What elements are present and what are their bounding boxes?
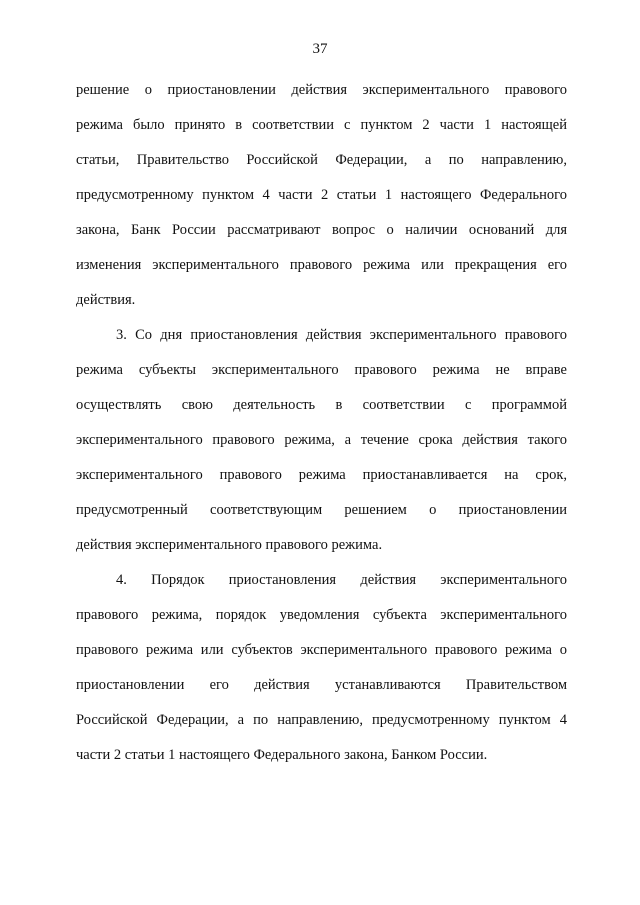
- text-line: предусмотренному пунктом 4 части 2 статьи 1 настоящего Федерального: [76, 187, 567, 203]
- paragraph-continuation: [76, 73, 567, 318]
- text-line: правового режима, порядок уведомления субъекта экспериментального: [76, 607, 567, 623]
- paragraph-point-4: [76, 563, 567, 773]
- text-line: экспериментального правового режима, а течение срока действия такого: [76, 432, 567, 448]
- document-body: [76, 73, 567, 773]
- page-number: 37: [312, 41, 328, 57]
- text-line: действия.: [76, 292, 136, 308]
- text-line: 3. Со дня приостановления действия экспериментального правового: [116, 327, 567, 343]
- text-line: части 2 статьи 1 настоящего Федерального закона, Банком России.: [76, 747, 488, 763]
- text-line: статьи, Правительство Российской Федерации, а по направлению,: [76, 152, 567, 168]
- text-line: изменения экспериментального правового режима или прекращения его: [76, 257, 567, 273]
- text-line: решение о приостановлении действия экспериментального правового: [76, 82, 567, 98]
- text-line: закона, Банк России рассматривают вопрос о наличии оснований для: [76, 222, 567, 238]
- text-line: осуществлять свою деятельность в соответствии с программой: [76, 397, 567, 413]
- paragraph-point-3: [76, 318, 567, 563]
- text-line: режима было принято в соответствии с пунктом 2 части 1 настоящей: [76, 117, 567, 133]
- text-line: Российской Федерации, а по направлению, предусмотренному пунктом 4: [76, 712, 567, 728]
- text-line: предусмотренный соответствующим решением о приостановлении: [76, 502, 567, 518]
- text-line: экспериментального правового режима приостанавливается на срок,: [76, 467, 567, 483]
- text-line: действия экспериментального правового режима.: [76, 537, 383, 553]
- text-line: приостановлении его действия устанавливаются Правительством: [76, 677, 567, 693]
- text-line: режима субъекты экспериментального правового режима не вправе: [76, 362, 567, 378]
- text-line: 4. Порядок приостановления действия экспериментального: [116, 572, 567, 588]
- text-line: правового режима или субъектов экспериментального правового режима о: [76, 642, 567, 658]
